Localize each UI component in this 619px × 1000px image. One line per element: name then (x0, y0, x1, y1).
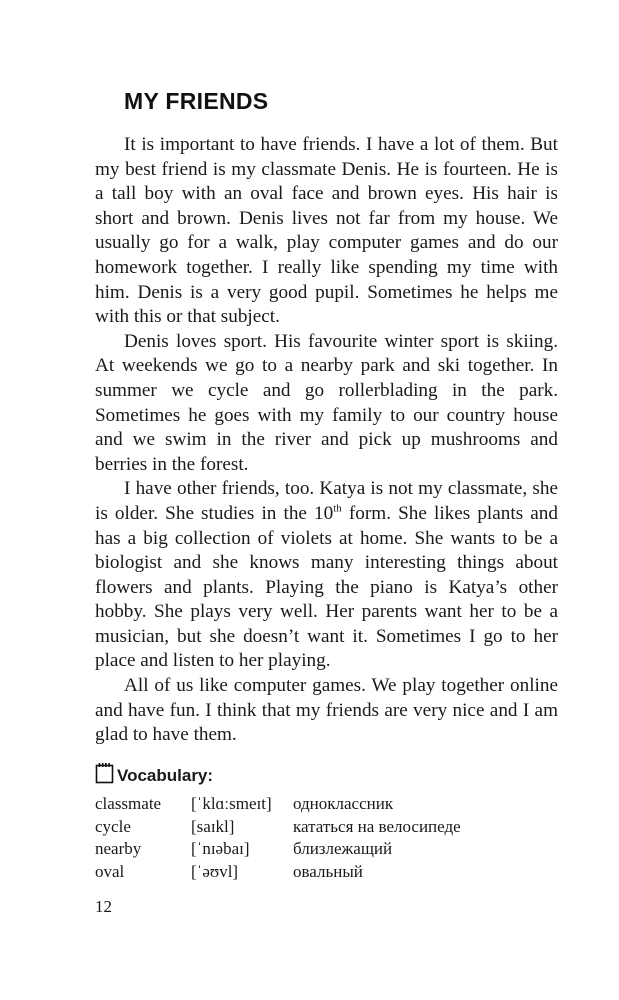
vocabulary-row (95, 838, 461, 861)
vocab-transcription: [ˈklɑːsmeɪt] (191, 794, 272, 813)
paragraph-3 (95, 477, 558, 674)
page-number: 12 (95, 897, 112, 916)
notepad-icon (95, 762, 114, 789)
vocabulary-row (95, 793, 461, 816)
vocabulary-table (95, 793, 461, 883)
vocabulary-label: Vocabulary: (117, 765, 214, 785)
vocabulary-row (95, 816, 461, 839)
vocab-transcription: [ˈnɪəbaɪ] (191, 839, 250, 858)
paragraph-2: Denis loves sport. His favourite winter sport is skiing. At weekends we go to a nearby park and ski together. In summer we cycle and go rollerblading in the park. Sometimes he goes with my family to our country house and we swim in the river and pick up mushrooms and berries in the forest. (95, 330, 558, 475)
paragraph-1: It is important to have friends. I have a lot of them. But my best friend is my classmate Denis. He is fourteen. He is a tall boy with an oval face and brown eyes. His hair is short and brown. Denis lives not far from my house. We usually go for a walk, play computer games and do our homework together. I really like spending my time with him. Denis is a very good pupil. Sometimes he helps me with this or that subject. (95, 134, 558, 328)
vocabulary-row (95, 861, 461, 884)
vocab-word: classmate (95, 794, 162, 813)
paragraph-3-part-1: I have other friends, too. Katya is not my classmate, she is older. She studies in the 10 (95, 478, 558, 524)
vocab-transcription: [saɪkl] (191, 816, 235, 836)
vocab-word: cycle (95, 816, 131, 836)
paragraph-3-part-2: form. She likes plants and has a big collection of violets at home. She wants to be a biologist and she knows many interesting things about flowers and plants. Playing the piano is Katya’s other hobby. She plays very well. Her parents want her to be a musician, but she doesn’t want it. Sometimes I go to her place and listen to her playing. (95, 502, 558, 672)
ordinal-suffix: th (333, 502, 342, 515)
vocab-translation: одноклассник (293, 794, 394, 813)
vocab-word: oval (95, 861, 125, 881)
article-body (95, 133, 558, 748)
vocab-word: nearby (95, 839, 142, 858)
paragraph-4: All of us like computer games. We play together online and have fun. I think that my friends are very nice and I am glad to have them. (95, 675, 558, 746)
vocab-translation: овальный (293, 861, 363, 881)
vocabulary-heading (95, 762, 213, 789)
vocab-transcription: [ˈəʊvl] (191, 861, 239, 881)
vocab-translation: близлежащий (293, 839, 393, 858)
page-title: MY FRIENDS (124, 88, 269, 114)
vocab-translation: кататься на велосипеде (293, 816, 461, 836)
